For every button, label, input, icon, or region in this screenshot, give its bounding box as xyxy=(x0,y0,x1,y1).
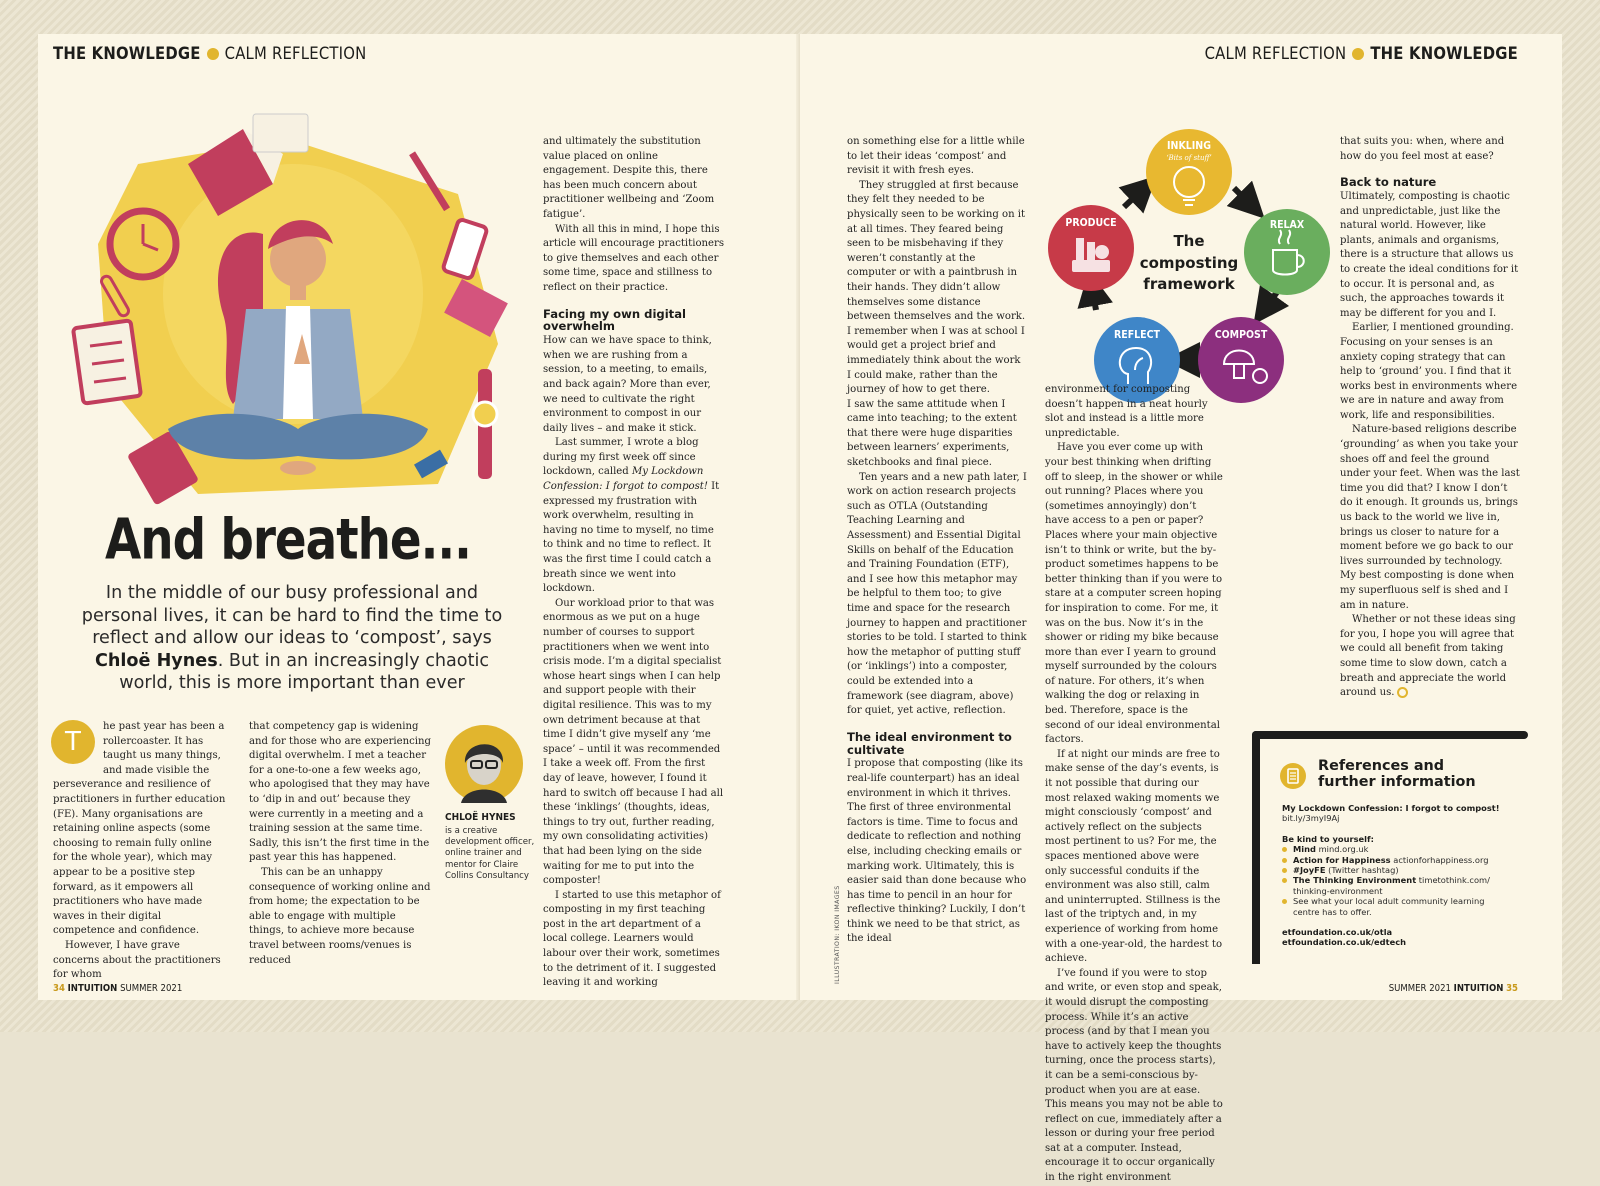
document-icon xyxy=(1280,763,1306,789)
paragraph: This can be an unhappy consequence of working online and from home; the expectation to be able to engage with multiple things, to achieve more because travel between rooms/venues is reduced xyxy=(249,866,431,966)
paragraph: Ten years and a new path later, I work on action research projects such as OTLA (Outstanding Teaching Learning and Assessment) and Essential Digital Skills on behalf of the Education and Training Foundation (ETF), and I see how this metaphor may be helpful to them too; to give time and space for the research journey to happen and practitioner stories to be told. I started to think how the metaphor of putting stuff (or ‘inklings’) into a composter, could be extended into a framework (see diagram, above) for quiet, yet active, reflection. xyxy=(847,471,1027,717)
resource-list xyxy=(1282,844,1512,917)
subsection-label: CALM REFLECTION xyxy=(1204,44,1347,63)
paragraph: I saw the same attitude when I came into teaching; to the extent that there were huge disparities between learners’ experiments, sketchbooks and final piece. xyxy=(847,398,1017,469)
standfirst xyxy=(78,582,506,695)
reference-link-otla[interactable]: etfoundation.co.uk/otla xyxy=(1282,927,1393,938)
paragraph: on something else for a little while to let their ideas ‘compost’ and revisit it with fresh eyes. xyxy=(847,136,1025,177)
issue-label: SUMMER 2021 xyxy=(120,983,183,994)
paragraph: They struggled at first because they felt they needed to be physically seen to be working on it at all times. They feared being seen to be misbehaving if they weren’t constantly at the computer or with a paintbrush in their hands. They didn’t allow themselves some distance between themselves and the work. I remember when I was at school I would get a project brief and immediately think about the work I could make, rather than the journey of how to get there. xyxy=(847,179,1026,396)
right-footer xyxy=(1389,983,1518,994)
header-dot-icon xyxy=(207,48,219,60)
references-box xyxy=(1252,731,1520,956)
end-mark-icon xyxy=(1397,687,1408,698)
magazine-name: INTUITION xyxy=(1453,983,1504,994)
section-label: THE KNOWLEDGE xyxy=(1370,44,1518,63)
page-number: 35 xyxy=(1506,983,1518,994)
standfirst-text-end: . But in an increasingly chaotic world, this is more important than ever xyxy=(119,650,490,694)
paragraph: that competency gap is widening and for those who are experiencing digital overwhelm. I met a teacher for a one-to-one a few weeks ago, who apologised that they may have to ‘dip in and out’ because they were currently in a meeting and a training session at the same time. Sadly, this isn’t the first time in the past year this has happened. xyxy=(249,721,431,864)
paragraph: However, I have grave concerns about the practitioners for whom xyxy=(53,939,221,981)
step-produce xyxy=(1048,205,1134,291)
meditation-illustration xyxy=(58,84,528,504)
paragraph-text: Whether or not these ideas sing for you, I hope you will agree that we could all benefit from taking some time to slow down, catch a breath and appreciate the world around us. xyxy=(1340,614,1516,699)
header-dot-icon xyxy=(1352,48,1364,60)
credit-text: ILLUSTRATION: IKON IMAGES xyxy=(834,885,841,984)
issue-label: SUMMER 2021 xyxy=(1388,983,1451,994)
drop-cap: T xyxy=(51,720,95,764)
arrow-produce-to-inkling xyxy=(1124,188,1144,207)
left-page-header xyxy=(53,44,366,63)
references-body xyxy=(1282,803,1512,948)
paragraph: environment for composting doesn’t happen in a neat hourly slot and instead is a little more unpredictable. xyxy=(1045,384,1208,439)
resource-item xyxy=(1282,896,1512,917)
author-name: CHLOË HYNES xyxy=(445,812,516,823)
resource-link: (Twitter hashtag) xyxy=(1325,865,1399,876)
resource-text: See what your local adult community learning centre has to offer. xyxy=(1293,896,1485,917)
resource-item[interactable] xyxy=(1282,865,1512,875)
subheading: Facing my own digital overwhelm xyxy=(543,306,687,334)
kind-heading: Be kind to yourself: xyxy=(1282,833,1374,844)
paragraph: Have you ever come up with your best thinking when drifting off to sleep, in the shower or while out running? Places where you (sometimes annoyingly) don’t have access to a pen or paper? Places where your main objective isn’t to think or write, but the by-product sometimes happens to be better thinking than if you were to stare at a computer screen hoping for inspiration to come. For me, it was on the bus. Now it’s in the shower or riding my bike because more than ever I yearn to ground myself surrounded by the colours of nature. For others, it’s when walking the dog or relaxing in bed. Therefore, space is the second of our ideal environmental factors. xyxy=(1045,442,1223,746)
left-column-1 xyxy=(53,720,226,983)
step-relax xyxy=(1244,209,1330,295)
paragraph: I’ve found if you were to stop and write, or even stop and speak, it would disrupt the composting process. While it’s an active process (and by that I mean you have to actively keep the thoughts turning, once the process starts), it can be a semi-conscious by-product when you are at ease. This means you may not be able to reflect on cue, immediately after a lesson or during your free period sat at a computer. Instead, encourage it to occur organically in the right environment xyxy=(1045,967,1223,1184)
arrow-inkling-to-relax xyxy=(1234,188,1252,206)
paragraph xyxy=(1340,613,1520,701)
step-label: REFLECT xyxy=(1113,329,1161,341)
standfirst-author: Chloë Hynes xyxy=(94,650,218,671)
illustration-credit xyxy=(834,885,844,984)
framework-title-line1: The xyxy=(1173,232,1205,250)
resource-link: timetothink.com/ thinking-environment xyxy=(1293,875,1490,896)
paragraph: and ultimately the substitution value placed on online engagement. Despite this, there has been much concern about practitioner wellbeing and ‘Zoom fatigue’. xyxy=(543,136,715,220)
framework-title-line2: composting xyxy=(1139,254,1239,272)
left-column-3 xyxy=(543,135,725,991)
left-page xyxy=(38,34,800,1000)
paragraph-text: he past year has been a rollercoaster. It has taught us many things, and made visible the perseverance and resilience of practitioners in further education (FE). Many organisations are retaining online aspects (some choosing to remain fully online for the whole year), which may appear to be a positive step forward, as it empowers all practitioners who have made waves in their digital competence and confidence. xyxy=(53,721,226,937)
subsection-label: CALM REFLECTION xyxy=(224,44,367,63)
paragraph: Ultimately, composting is chaotic and unpredictable, just like the natural world. However, like plants, animals and organisms, there is a structure that allows us to create the ideal conditions for it to occur. It is personal and, as such, the approaches towards it may be different for you and I. xyxy=(1340,190,1519,319)
arrow-reflect-to-produce xyxy=(1092,288,1096,310)
step-label: INKLING xyxy=(1167,140,1211,152)
magazine-name: INTUITION xyxy=(67,983,118,994)
page-number: 34 xyxy=(53,983,65,994)
right-column-1 xyxy=(847,135,1027,947)
paragraph: Our workload prior to that was enormous as we put on a huge number of courses to support practitioners when we went into crisis mode. I’m a digital specialist whose heart sings when I can help and support people with their digital resilience. This was to my own detriment because at that time I didn’t give myself any ‘me space’ – until it was recommended I take a week off. From the first day of leave, however, I found it hard to switch off because I had all these ‘inklings’ (thoughts, ideas, things to try out, further reading, my own consolidating activities) that had been lying on the side waiting for me to put into the composter! xyxy=(543,597,724,887)
author-photo xyxy=(445,725,523,803)
paragraph xyxy=(53,720,226,939)
right-page xyxy=(800,34,1562,1184)
paragraph-text: It expressed my frustration with work overwhelm, resulting in having no time to myself, no time to think and no time to reflect. It was the first time I could catch a breath since we went into lockdown. xyxy=(543,481,720,595)
references-title: References and further information xyxy=(1318,758,1476,790)
section-label: THE KNOWLEDGE xyxy=(53,44,201,63)
article-headline: And breathe... xyxy=(105,507,471,573)
step-label: RELAX xyxy=(1269,219,1305,231)
resource-item[interactable] xyxy=(1282,855,1512,865)
paragraph: Earlier, I mentioned grounding. Focusing on your senses is an anxiety coping strategy that can help to ‘ground’ you. I find that it works best in environments where we are in nature and away from work, life and responsibilities. xyxy=(1340,322,1518,421)
subheading: Back to nature xyxy=(1340,175,1437,190)
resource-item[interactable] xyxy=(1282,875,1512,896)
paragraph: I started to use this metaphor of composting in my first teaching post in the art department of a local college. Learners would labour over their work, sometimes to the detriment of it. I suggested leaving it and working xyxy=(543,889,721,989)
resource-name: Mind xyxy=(1293,844,1316,855)
paragraph: If at night our minds are free to make sense of the day’s events, is it not possible that during our most relaxed waking moments we might consciously ‘compost’ and actively reflect on the subjects most pertinent to us? For me, the spaces mentioned above were only successful conduits if the environment was also still, calm and uninterrupted. Stillness is the last of the triptych and, in my experience of working from home with a one-year-old, the hardest to achieve. xyxy=(1045,748,1223,965)
step-label: COMPOST xyxy=(1214,329,1268,341)
paragraph: Nature-based religions describe ‘grounding’ as when you take your shoes off and feel the ground under your feet. When was the last time you did that? I know I don’t do it enough. It grounds us, brings us back to the world we live in, brings us closer to nature for a moment before we go back to our lives surrounded by technology. My best composting is done when my superfluous self is shed and I am in nature. xyxy=(1340,424,1520,611)
paragraph xyxy=(543,436,725,597)
resource-item[interactable] xyxy=(1282,844,1512,854)
blog-title: My Lockdown Confession: I forgot to compost! xyxy=(543,466,708,493)
paragraph-text: Last summer, I wrote a blog during my first week off since lockdown, called xyxy=(543,437,699,478)
resource-link: mind.org.uk xyxy=(1315,844,1369,855)
step-inkling xyxy=(1146,129,1232,215)
resource-name: Action for Happiness xyxy=(1293,854,1391,865)
clipboard-icon xyxy=(73,320,141,403)
resource-name: #JoyFE xyxy=(1293,865,1326,876)
reference-blog-link[interactable]: bit.ly/3myI9Aj xyxy=(1282,813,1340,824)
paragraph: With all this in mind, I hope this article will encourage practitioners to give themselves and each other some time, space and stillness to reflect on their practice. xyxy=(543,223,724,293)
right-column-3 xyxy=(1340,135,1520,701)
resource-link: actionforhappiness.org xyxy=(1390,854,1489,865)
paragraph: How can we have space to think, when we are rushing from a session, to a meeting, to emails, and back again? More than ever, we need to cultivate the right environment to compost in our daily lives – and make it stick. xyxy=(543,335,712,434)
left-column-2 xyxy=(249,720,431,968)
reference-blog-title: My Lockdown Confession: I forgot to compost! xyxy=(1282,803,1500,813)
reference-link-edtech[interactable]: etfoundation.co.uk/edtech xyxy=(1282,937,1407,948)
step-sublabel: ‘Bits of stuff’ xyxy=(1166,154,1212,162)
author-avatar xyxy=(445,725,523,803)
resource-name: The Thinking Environment xyxy=(1293,875,1417,886)
subheading: The ideal environment to cultivate xyxy=(847,729,1012,757)
left-footer xyxy=(53,983,182,994)
right-column-2 xyxy=(1045,383,1223,1186)
paragraph: that suits you: when, where and how do you feel most at ease? xyxy=(1340,136,1505,162)
laptop-icon xyxy=(253,114,308,152)
paragraph: I propose that composting (like its real-life counterpart) has an ideal environment in which it thrives. The first of three environmental factors is time. Time to focus and dedicate to reflection and nothing else, including checking emails or marking work. Ultimately, this is easier said than done because who has time to pencil in an hour for reflective thinking? Luckily, I don’t think we need to be that strict, as the ideal xyxy=(847,758,1027,945)
composting-framework-diagram xyxy=(1040,92,1338,412)
standfirst-text: In the middle of our busy professional and personal lives, it can be hard to find the time to reflect and allow our ideas to ‘compost’, says xyxy=(81,583,503,649)
arrow-relax-to-compost xyxy=(1264,292,1277,310)
author-bio: is a creative development officer, online trainer and mentor for Claire Collins Consultancy xyxy=(445,826,535,881)
framework-title-line3: framework xyxy=(1143,275,1235,293)
step-label: PRODUCE xyxy=(1065,217,1117,229)
right-page-header xyxy=(1205,44,1518,63)
